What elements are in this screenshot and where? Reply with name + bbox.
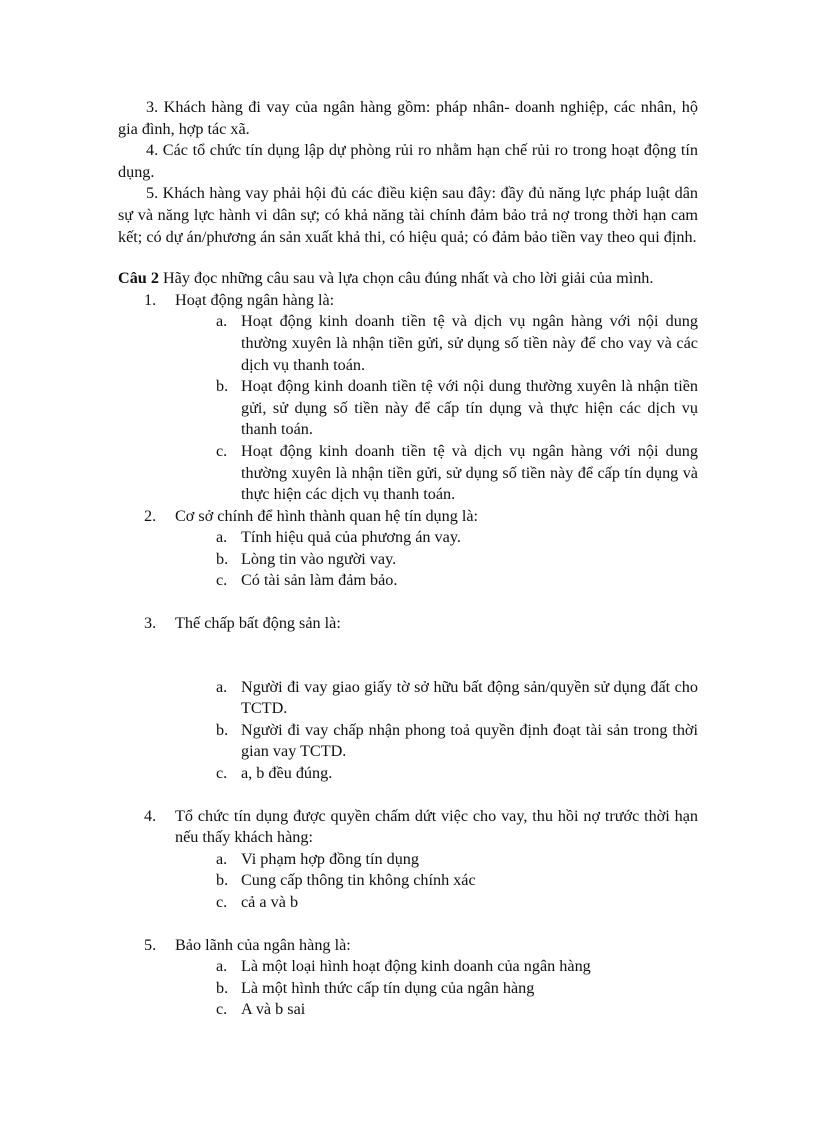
option-letter: c. xyxy=(216,571,228,590)
option-b xyxy=(144,870,698,892)
option-c xyxy=(144,570,698,592)
question-5 xyxy=(144,935,698,1021)
question-4-stem xyxy=(144,806,698,849)
spacer xyxy=(144,635,698,677)
spacer xyxy=(118,592,698,613)
option-a xyxy=(144,311,698,376)
option-letter: b. xyxy=(216,720,229,739)
question-number: 5. xyxy=(144,935,157,954)
option-letter: b. xyxy=(216,871,229,890)
question-1-stem xyxy=(144,290,698,312)
option-c xyxy=(144,441,698,506)
question2-heading xyxy=(118,268,698,290)
option-letter: b. xyxy=(216,978,229,997)
option-b xyxy=(144,978,698,1000)
question-text: Hoạt động ngân hàng là: xyxy=(175,290,335,309)
option-b xyxy=(144,720,698,763)
spacer xyxy=(118,914,698,935)
question-3-stem xyxy=(144,613,698,635)
option-letter: a. xyxy=(216,677,228,696)
option-letter: c. xyxy=(216,764,228,783)
question2-label: Câu 2 xyxy=(118,269,159,288)
section-gap xyxy=(118,248,698,268)
option-text: cả a và b xyxy=(241,893,299,911)
question-2-options xyxy=(144,527,698,592)
question-5-options xyxy=(144,956,698,1021)
option-text: Cung cấp thông tin không chính xác xyxy=(241,871,476,890)
document-page xyxy=(118,97,698,1021)
option-text: Người đi vay chấp nhận phong toả quyền định đoạt tài sản trong thời gian vay TCTD. xyxy=(241,720,698,761)
section1-item-4: 4. Các tổ chức tín dụng lập dự phòng rủi ro nhằm hạn chế rủi ro trong hoạt động tín dụng. xyxy=(118,141,698,181)
option-letter: a. xyxy=(216,528,228,547)
section1-item-5: 5. Khách hàng vay phải hội đủ các điều kiện sau đây: đầy đủ năng lực pháp luật dân sự và năng lực hành vi dân sự; có khả năng tài chính đảm bảo trả nợ trong thời hạn cam kết; có dự án/phương án sản xuất khả thi, có hiệu quả; có đảm bảo tiền vay theo qui định. xyxy=(118,184,698,246)
question-number: 4. xyxy=(144,806,157,825)
option-text: Là một loại hình hoạt động kinh doanh của ngân hàng xyxy=(241,957,591,976)
section1-item-3: 3. Khách hàng đi vay của ngân hàng gồm: pháp nhân- doanh nghiệp, các nhân, hộ gia đình, hợp tác xã. xyxy=(118,98,698,138)
question2-instruction: Hãy đọc những câu sau và lựa chọn câu đúng nhất và cho lời giải của mình. xyxy=(158,269,654,288)
question-1 xyxy=(144,290,698,506)
option-letter: b. xyxy=(216,377,229,396)
option-a xyxy=(144,849,698,871)
option-letter: b. xyxy=(216,549,229,568)
option-text: Lòng tin vào người vay. xyxy=(241,549,397,568)
option-letter: c. xyxy=(216,441,228,460)
question-3-options xyxy=(144,677,698,785)
question-text: Bảo lãnh của ngân hàng là: xyxy=(175,935,351,954)
option-c xyxy=(144,763,698,785)
option-a xyxy=(144,956,698,978)
option-c xyxy=(144,892,698,914)
question-5-stem xyxy=(144,935,698,957)
question-1-options xyxy=(144,311,698,505)
option-letter: a. xyxy=(216,312,228,331)
option-text: a, b đều đúng. xyxy=(241,764,333,783)
option-letter: c. xyxy=(216,893,228,911)
option-b xyxy=(144,376,698,441)
option-text: Tính hiệu quả của phương án vay. xyxy=(241,528,461,547)
option-text: Có tài sản làm đảm bảo. xyxy=(241,571,398,590)
question-4 xyxy=(144,806,698,914)
question-2 xyxy=(144,506,698,592)
option-letter: a. xyxy=(216,849,228,868)
option-b xyxy=(144,549,698,571)
option-text: Người đi vay giao giấy tờ sở hữu bất động sản/quyền sử dụng đất cho TCTD. xyxy=(241,677,698,718)
option-letter: a. xyxy=(216,957,228,976)
question-number: 1. xyxy=(144,290,157,309)
option-letter: c. xyxy=(216,1000,228,1019)
option-text: A và b sai xyxy=(241,1000,306,1019)
option-a xyxy=(144,677,698,720)
question-3 xyxy=(144,613,698,785)
option-c xyxy=(144,999,698,1021)
option-text: Hoạt động kinh doanh tiền tệ và dịch vụ ngân hàng với nội dung thường xuyên là nhận tiền gửi, sử dụng số tiền này để cấp tín dụng và thực hiện các dịch vụ thanh toán. xyxy=(241,441,698,504)
option-text: Hoạt động kinh doanh tiền tệ với nội dung thường xuyên là nhận tiền gửi, sử dụng số tiền này để cấp tín dụng và thực hiện các dịch vụ thanh toán. xyxy=(241,377,698,439)
question-number: 2. xyxy=(144,506,157,525)
question-text: Thế chấp bất động sản là: xyxy=(175,614,341,633)
option-text: Vi phạm hợp đồng tín dụng xyxy=(241,849,419,868)
option-text: Là một hình thức cấp tín dụng của ngân hàng xyxy=(241,978,535,997)
question-text: Cơ sở chính để hình thành quan hệ tín dụng là: xyxy=(175,506,479,525)
question-2-stem xyxy=(144,506,698,528)
option-text: Hoạt động kinh doanh tiền tệ và dịch vụ ngân hàng với nội dung thường xuyên là nhận tiền gửi, sử dụng số tiền này để cho vay và các dịch vụ thanh toán. xyxy=(241,312,698,374)
question-text: Tổ chức tín dụng được quyền chấm dứt việc cho vay, thu hồi nợ trước thời hạn nếu thấy khách hàng: xyxy=(175,806,698,847)
spacer xyxy=(118,785,698,806)
question-number: 3. xyxy=(144,614,157,633)
question-4-options xyxy=(144,849,698,914)
option-a xyxy=(144,527,698,549)
